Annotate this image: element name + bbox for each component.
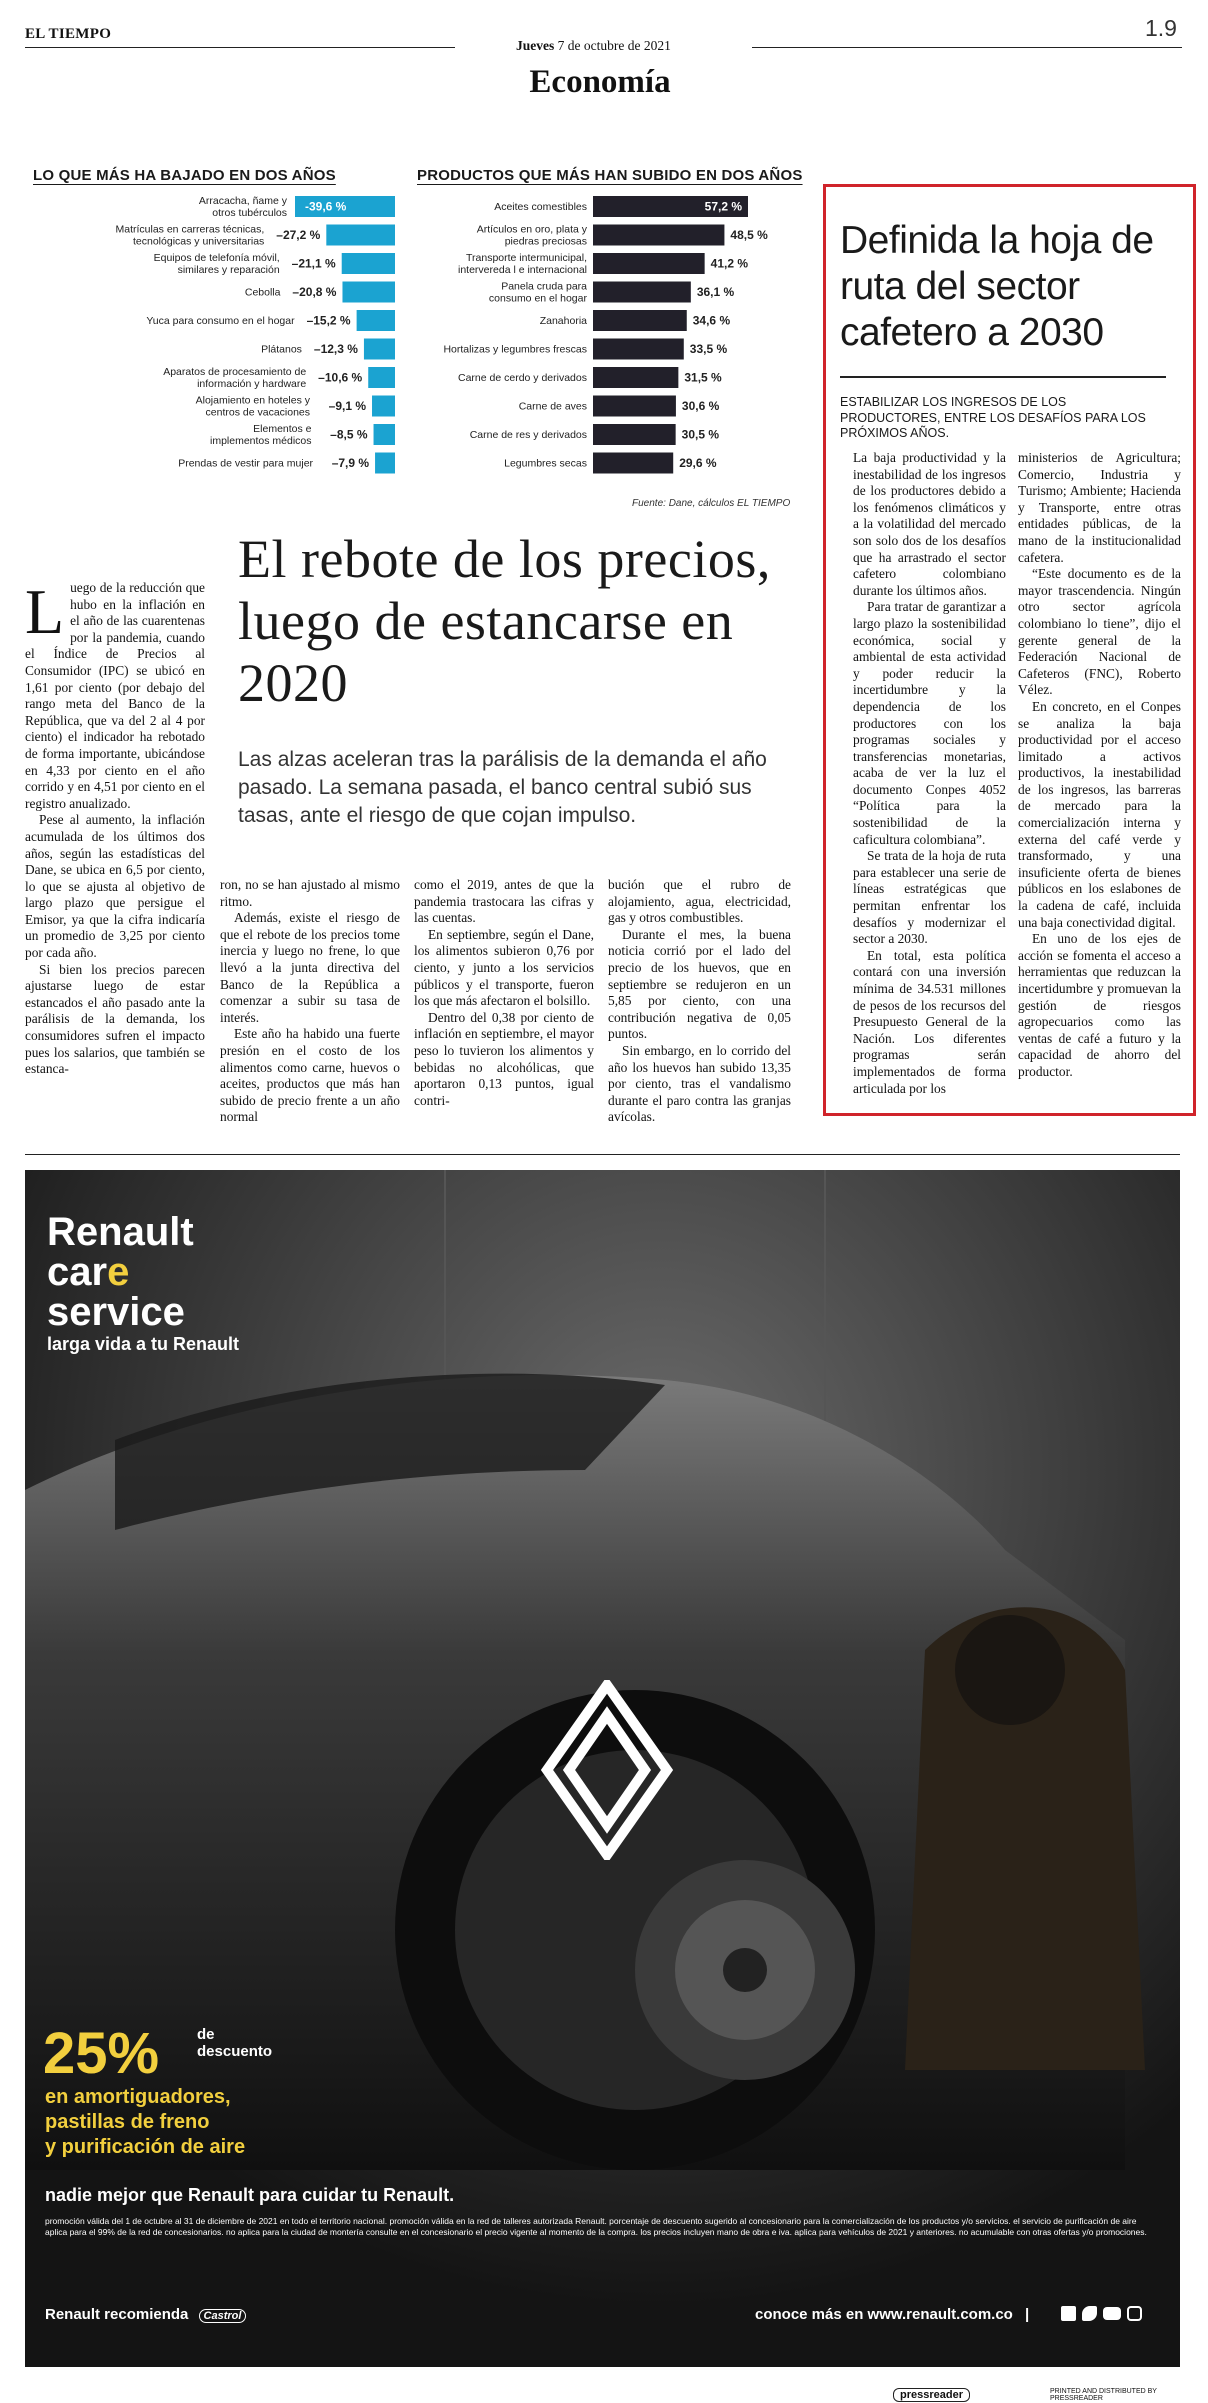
bar-category-label: Matrículas en carreras técnicas, (115, 223, 265, 236)
header-rule-right (752, 47, 1182, 48)
bar (374, 424, 395, 445)
bar-category-label: Prendas de vestir para mujer (178, 457, 314, 470)
bar (593, 253, 705, 274)
article-deck: Las alzas aceleran tras la parálisis de la demanda el año pasado. La semana pasada, el banco central subió sus tasas, ante el riesgo de que cojan impulso. (238, 748, 767, 827)
section-divider (25, 1154, 1180, 1155)
bar-category-label: Carne de res y derivados (469, 429, 587, 442)
bar-category-label: Arracacha, ñame y (198, 195, 287, 208)
ad-recommends: Renault recomienda Castrol (45, 2306, 246, 2323)
article-paragraph: Este año ha habido una fuerte presión en el costo de los alimentos como carne, huevos o aceites, productos que más han subido de precio frente a un año normal (220, 1026, 400, 1125)
article-paragraph: como el 2019, antes de que la pandemia trastocara las cifras y las cuentas. (414, 877, 594, 926)
bar-category-label: Transporte intermunicipal, (466, 252, 587, 265)
bar-value-label: –8,5 % (330, 427, 368, 442)
article-paragraph: Durante el mes, la buena noticia corrió por el lado del precio de los huevos, que en septiembre se redujeron en un 5,85 por ciento, con una contribución negativa de 0,05 puntos. (608, 926, 791, 1042)
issue-date (516, 38, 671, 54)
bar-category-label: Elementos e (253, 423, 312, 436)
bar (593, 453, 673, 474)
bar-value-label: 31,5 % (684, 370, 722, 385)
bar-value-label: 34,6 % (692, 313, 731, 328)
bar-category-label: Cebolla (244, 286, 281, 299)
article-paragraph: bución que el rubro de alojamiento, agua, electricidad, gas y otros combustibles. (608, 877, 791, 926)
article-column-1 (25, 576, 205, 1078)
sidebar-paragraph: ministerios de Agricultura; Comercio, Industria y Turismo; Ambiente; Hacienda y Transporte, entre otras entidades públicas, de la mano de la institucionalidad cafetera. (1018, 450, 1181, 565)
bar (357, 310, 395, 331)
ad-tagline: larga vida a tu Renault (47, 1334, 240, 1354)
chart-left (25, 190, 435, 520)
sidebar-headline: Definida la hoja de ruta del sector cafetero a 2030 (840, 219, 1154, 354)
bar-category-label: Plátanos (261, 343, 302, 356)
ad-offer: en amortiguadores, pastillas de freno y purificación de aire (45, 2086, 246, 2158)
article-column-4 (608, 877, 791, 1126)
bar-value-label: 57,2 % (704, 199, 742, 214)
bar-value-label: –15,2 % (306, 313, 351, 328)
instagram-icon[interactable] (1127, 2306, 1142, 2321)
bar (593, 367, 678, 388)
bar-category-label: Yuca para consumo en el hogar (146, 315, 295, 328)
bar-value-label: 30,6 % (681, 399, 720, 414)
bar-category-label: Carne de aves (518, 400, 587, 413)
article-paragraph: Además, existe el riesgo de que el rebote de los precios tome inercia y luego no frene, lo que llevó a la junta directiva del Banco de la República a comenzar a subir su tasa de interés. (220, 910, 400, 1025)
bar-category-label: piedras preciosas (504, 235, 587, 248)
bar-category-label: implementos médicos (209, 435, 312, 448)
sidebar-rule (840, 376, 1166, 378)
ad-brand-care: care (47, 1250, 130, 1294)
section-title: Economía (529, 64, 671, 100)
bar-category-label: Zanahoria (539, 315, 587, 328)
twitter-icon[interactable] (1082, 2306, 1097, 2321)
bar-category-label: Artículos en oro, plata y (476, 223, 587, 236)
ad-website[interactable]: conoce más en www.renault.com.co | (755, 2306, 1030, 2323)
bar-category-label: intervereda l e internacional (458, 264, 587, 277)
sidebar-subhead: ESTABILIZAR LOS INGRESOS DE LOS PRODUCTORES, ENTRE LOS DESAFÍOS PARA LOS PRÓXIMOS AÑOS. (840, 395, 1146, 440)
bar-category-label: similares y reparación (177, 264, 280, 277)
bar-value-label: –12,3 % (313, 342, 358, 357)
issue-date-rest: 7 de octubre de 2021 (557, 38, 671, 53)
bar (342, 253, 395, 274)
sidebar-paragraph: Para tratar de garantizar a largo plazo la sostenibilidad económica, social y ambiental de esta actividad y poder reducir la incertidumbre y la dependencia de los productores con los programas sociales y transferencias monetarias, acaba de ver la luz el documento Conpes 4052 “Política para la sostenibilidad de la caficultura colombiana”. (853, 599, 1006, 847)
ad-discount: 25% (43, 2021, 160, 2086)
article-headline: El rebote de los precios, luego de estancarse en 2020 (238, 529, 771, 713)
bar-value-label: 29,6 % (679, 456, 717, 471)
renault-ad (25, 1170, 1180, 2367)
bar-value-label: 33,5 % (689, 342, 728, 357)
bar-category-label: tecnológicas y universitarias (133, 235, 265, 248)
drop-cap: L (25, 576, 65, 647)
bar-category-label: consumo en el hogar (488, 292, 587, 305)
bar-value-label: –20,8 % (292, 285, 337, 300)
ad-social-icons (1061, 2306, 1142, 2321)
bar (375, 453, 395, 474)
bar (593, 282, 691, 303)
pressreader-logo: pressreader (893, 2388, 970, 2402)
article-paragraph: Pese al aumento, la inflación acumulada de los últimos dos años, según las estadísticas del Dane, se ubica en 6,5 por ciento, lo que se ajusta al objetivo de largo plazo que persigue el Emisor, ya que la cifra indicaría un promedio de 3,25 por ciento por cada año. (25, 812, 205, 961)
article-paragraph: Dentro del 0,38 por ciento de inflación en septiembre, el mayor peso lo tuvieron los alimentos y bebidas no alcohólicas, que aportaron 0,13 puntos, igual contri- (414, 1009, 594, 1108)
bar-value-label: –27,2 % (276, 228, 321, 243)
chart-right-title: PRODUCTOS QUE MÁS HAN SUBIDO EN DOS AÑOS (417, 167, 803, 184)
bar (593, 225, 724, 246)
bar (593, 396, 676, 417)
facebook-icon[interactable] (1061, 2306, 1076, 2321)
bar (372, 396, 395, 417)
bar-category-label: otros tubérculos (212, 207, 287, 220)
pressreader-printed: PRINTED AND DISTRIBUTED BY PRESSREADER (1050, 2388, 1157, 2402)
bar-category-label: Equipos de telefonía móvil, (153, 252, 280, 265)
article-paragraph: En septiembre, según el Dane, los alimentos subieron 0,76 por ciento, y junto a los servicios públicos y el transporte, fueron los que más afectaron el bolsillo. (414, 926, 594, 1009)
chart-source: Fuente: Dane, cálculos EL TIEMPO (632, 498, 791, 509)
sidebar-paragraph: “Este documento es de la mayor trascendencia. Ningún otro sector agrícola colombiano lo tiene”, dijo el gerente general de la Federación Nacional de Cafeteros (FNC), Roberto Vélez. (1018, 566, 1181, 698)
sidebar-column-a (853, 450, 1006, 1097)
bar-category-label: Carne de cerdo y derivados (458, 372, 587, 385)
castrol-logo-icon: Castrol (199, 2309, 247, 2323)
article-paragraph: Sin embargo, en lo corrido del año los huevos han subido 13,35 por ciento, tras el vandalismo durante el paro contra las granjas avícolas. (608, 1042, 791, 1125)
ad-brand-care-e: e (107, 1250, 130, 1294)
bar (326, 225, 395, 246)
bar-value-label: 30,5 % (681, 427, 720, 442)
chart-left-title: LO QUE MÁS HA BAJADO EN DOS AÑOS (33, 167, 336, 184)
chart-right (410, 190, 790, 520)
article-column-3 (414, 877, 594, 1109)
bar-category-label: Aparatos de procesamiento de (163, 366, 307, 379)
sidebar-paragraph: En concreto, en el Conpes se analiza la baja productividad por el acceso limitado a activos productivos, la inestabilidad de los ingresos, las barreras de mercado para la comercialización interna y externa del café verde y transformado, y una insuficiente oferta de bienes públicos en los eslabones de la cadena de café, incluida una baja conectividad digital. (1018, 698, 1181, 930)
paper-name: EL TIEMPO (25, 26, 112, 42)
article-paragraph: uego de la reducción que hubo en la inflación en el año de las cuarentenas por la pandemia, cuando el Índice de Precios al Consumidor (IPC) se ubicó en 1,61 por ciento (por debajo del rango meta del Banco de la República, que va del 2 al 4 por ciento) el indicador ha rebotado de forma importante, ubicándose en 4,33 por ciento en el año corrido y en 4,51 por ciento en el registro anualizado. (25, 580, 205, 811)
renault-logo-icon (537, 1680, 677, 1860)
sidebar-paragraph: En uno de los ejes de acción se fomenta el acceso a herramientas que reduzcan la incertidumbre y promuevan la gestión de riesgos agropecuarios como las ventas de café a futuro y la capacidad de ahorro del productor. (1018, 931, 1181, 1079)
bar-value-label: –9,1 % (328, 399, 367, 414)
ad-slogan: nadie mejor que Renault para cuidar tu Renault. (45, 2185, 455, 2205)
ad-discount-word: descuento (197, 2043, 273, 2060)
bar-value-label: 36,1 % (696, 285, 735, 300)
sidebar-column-b (1018, 450, 1181, 1081)
bar (368, 367, 395, 388)
bar-value-label: –7,9 % (331, 456, 370, 471)
bar-value-label: 41,2 % (710, 256, 749, 271)
ad-brand (47, 1212, 239, 1356)
bar-value-label: –10,6 % (318, 370, 363, 385)
bar-category-label: Panela cruda para (501, 280, 587, 293)
bar-category-label: centros de vacaciones (205, 406, 311, 419)
bar (593, 310, 687, 331)
bar-value-label: -39,6 % (305, 199, 347, 214)
article-column-2 (220, 877, 400, 1126)
header-rule-left (25, 47, 455, 48)
bar-value-label: 48,5 % (730, 228, 768, 243)
article-paragraph: Si bien los precios parecen ajustarse luego de estar estancados el año pasado ante la parálisis de la demanda, los consumidores sufren el impacto pues los salarios, que también se estanca- (25, 961, 205, 1077)
youtube-icon[interactable] (1103, 2307, 1121, 2320)
bar-value-label: –21,1 % (291, 256, 336, 271)
ad-discount-de: de (197, 2026, 215, 2043)
bar (364, 339, 395, 360)
bar-category-label: información y hardware (197, 378, 307, 391)
sidebar-paragraph: En total, esta política contará con una inversión mínima de 34.531 millones de pesos de los recursos del Presupuesto General de la Nación. Los diferentes programas serán implementados de forma articulada por los (853, 947, 1006, 1096)
ad-brand-renault: Renault (47, 1210, 194, 1254)
article-paragraph: ron, no se han ajustado al mismo ritmo. (220, 877, 400, 909)
bar-category-label: Hortalizas y legumbres frescas (443, 343, 587, 356)
bar (593, 424, 676, 445)
sidebar-paragraph: La baja productividad y la inestabilidad de los ingresos de los productores debido a los fenómenos climáticos y a la volatilidad del mercado son solo dos de los desafíos que ha arrastrado el sector cafetero colombiano durante los últimos años. (853, 450, 1006, 598)
page-number: 1.9 (1145, 15, 1177, 41)
bar-category-label: Alojamiento en hoteles y (195, 394, 311, 407)
bar-category-label: Aceites comestibles (494, 201, 587, 214)
ad-brand-service: service (47, 1290, 185, 1334)
bar-category-label: Legumbres secas (504, 457, 587, 470)
sidebar-paragraph: Se trata de la hoja de ruta para establecer una serie de líneas estratégicas que permitan enfrentar los desafíos y modernizar el sector a 2030. (853, 848, 1006, 947)
ad-legal: promoción válida del 1 de octubre al 31 de diciembre de 2021 en todo el territorio nacional. promoción válida en la red de talleres autorizada Renault. porcentaje de descuento sugerido al concesionario para la comercialización de los productos y/o servicios. el servicio de purificación de aire aplica para el 99% de la red de concesionarios. no aplica para la ciudad de montería consulte en el concesionario el precio vigente al momento de la compra. los precios incluyen mano de obra e iva. aplica para vehículos de 2021 y anteriores. no acumulable con otras ofertas y/o promociones. (45, 2216, 1147, 2237)
bar (342, 282, 395, 303)
bar (593, 339, 684, 360)
issue-day: Jueves (516, 38, 555, 53)
